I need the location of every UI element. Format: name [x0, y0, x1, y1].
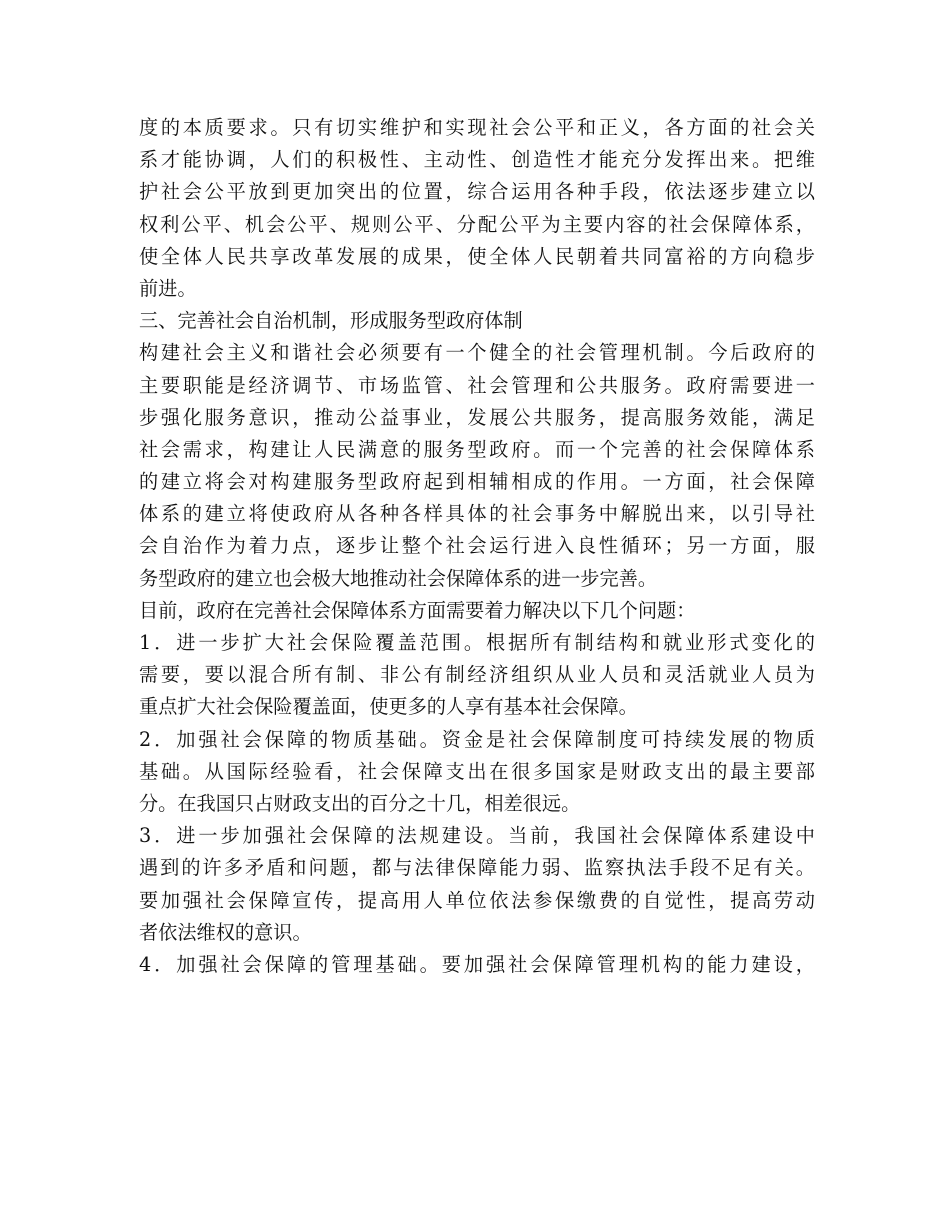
text-line: 需要，要以混合所有制、非公有制经济组织从业人员和灵活就业人员为: [139, 663, 815, 687]
text-line: 会自治作为着力点，逐步让整个社会运行进入良性循环；另一方面，服: [139, 534, 815, 558]
section-heading: 三、完善社会自治机制，形成服务型政府体制: [139, 309, 523, 333]
text-line: 构建社会主义和谐社会必须要有一个健全的社会管理机制。今后政府的: [139, 341, 815, 365]
text-line: 主要职能是经济调节、市场监管、社会管理和公共服务。政府需要进一: [139, 373, 815, 397]
text-line: 社会需求，构建让人民满意的服务型政府。而一个完善的社会保障体系: [139, 437, 815, 461]
document-body: [139, 112, 815, 981]
text-line: 重点扩大社会保险覆盖面，使更多的人享有基本社会保障。: [139, 695, 638, 719]
list-item-1-line: 1．进一步扩大社会保险覆盖范围。根据所有制结构和就业形式变化的: [139, 631, 815, 654]
text-line: 度的本质要求。只有切实维护和实现社会公平和正义，各方面的社会关: [139, 116, 815, 139]
text-line: 体系的建立将使政府从各种各样具体的社会事务中解脱出来，以引导社: [139, 502, 815, 526]
list-item-2-line: 2．加强社会保障的物质基础。资金是社会保障制度可持续发展的物质: [139, 727, 815, 751]
text-line: 务型政府的建立也会极大地推动社会保障体系的进一步完善。: [139, 566, 658, 590]
list-item-3-line: 3．进一步加强社会保障的法规建设。当前，我国社会保障体系建设中: [139, 824, 815, 848]
text-line: 者依法维权的意识。: [139, 920, 312, 944]
text-line: 分。在我国只占财政支出的百分之十几，相差很远。: [139, 791, 581, 815]
text-line: 基础。从国际经验看，社会保障支出在很多国家是财政支出的最主要部: [139, 759, 815, 783]
text-line: 前进。: [139, 276, 197, 300]
text-line: 遇到的许多矛盾和问题，都与法律保障能力弱、监察执法手段不足有关。: [139, 856, 815, 880]
text-line: 步强化服务意识，推动公益事业，发展公共服务，提高服务效能，满足: [139, 405, 815, 429]
text-line: 的建立将会对构建服务型政府起到相辅相成的作用。一方面，社会保障: [139, 470, 815, 494]
list-item-4-line: 4．加强社会保障的管理基础。要加强社会保障管理机构的能力建设，: [139, 952, 815, 976]
text-line: 要加强社会保障宣传，提高用人单位依法参保缴费的自觉性，提高劳动: [139, 888, 815, 912]
text-line: 使全体人民共享改革发展的成果，使全体人民朝着共同富裕的方向稳步: [139, 244, 815, 268]
text-line: 权利公平、机会公平、规则公平、分配公平为主要内容的社会保障体系，: [139, 212, 815, 236]
text-line: 护社会公平放到更加突出的位置，综合运用各种手段，依法逐步建立以: [139, 180, 815, 204]
text-line: 目前，政府在完善社会保障体系方面需要着力解决以下几个问题：: [139, 598, 696, 622]
text-line: 系才能协调，人们的积极性、主动性、创造性才能充分发挥出来。把维: [139, 148, 815, 172]
